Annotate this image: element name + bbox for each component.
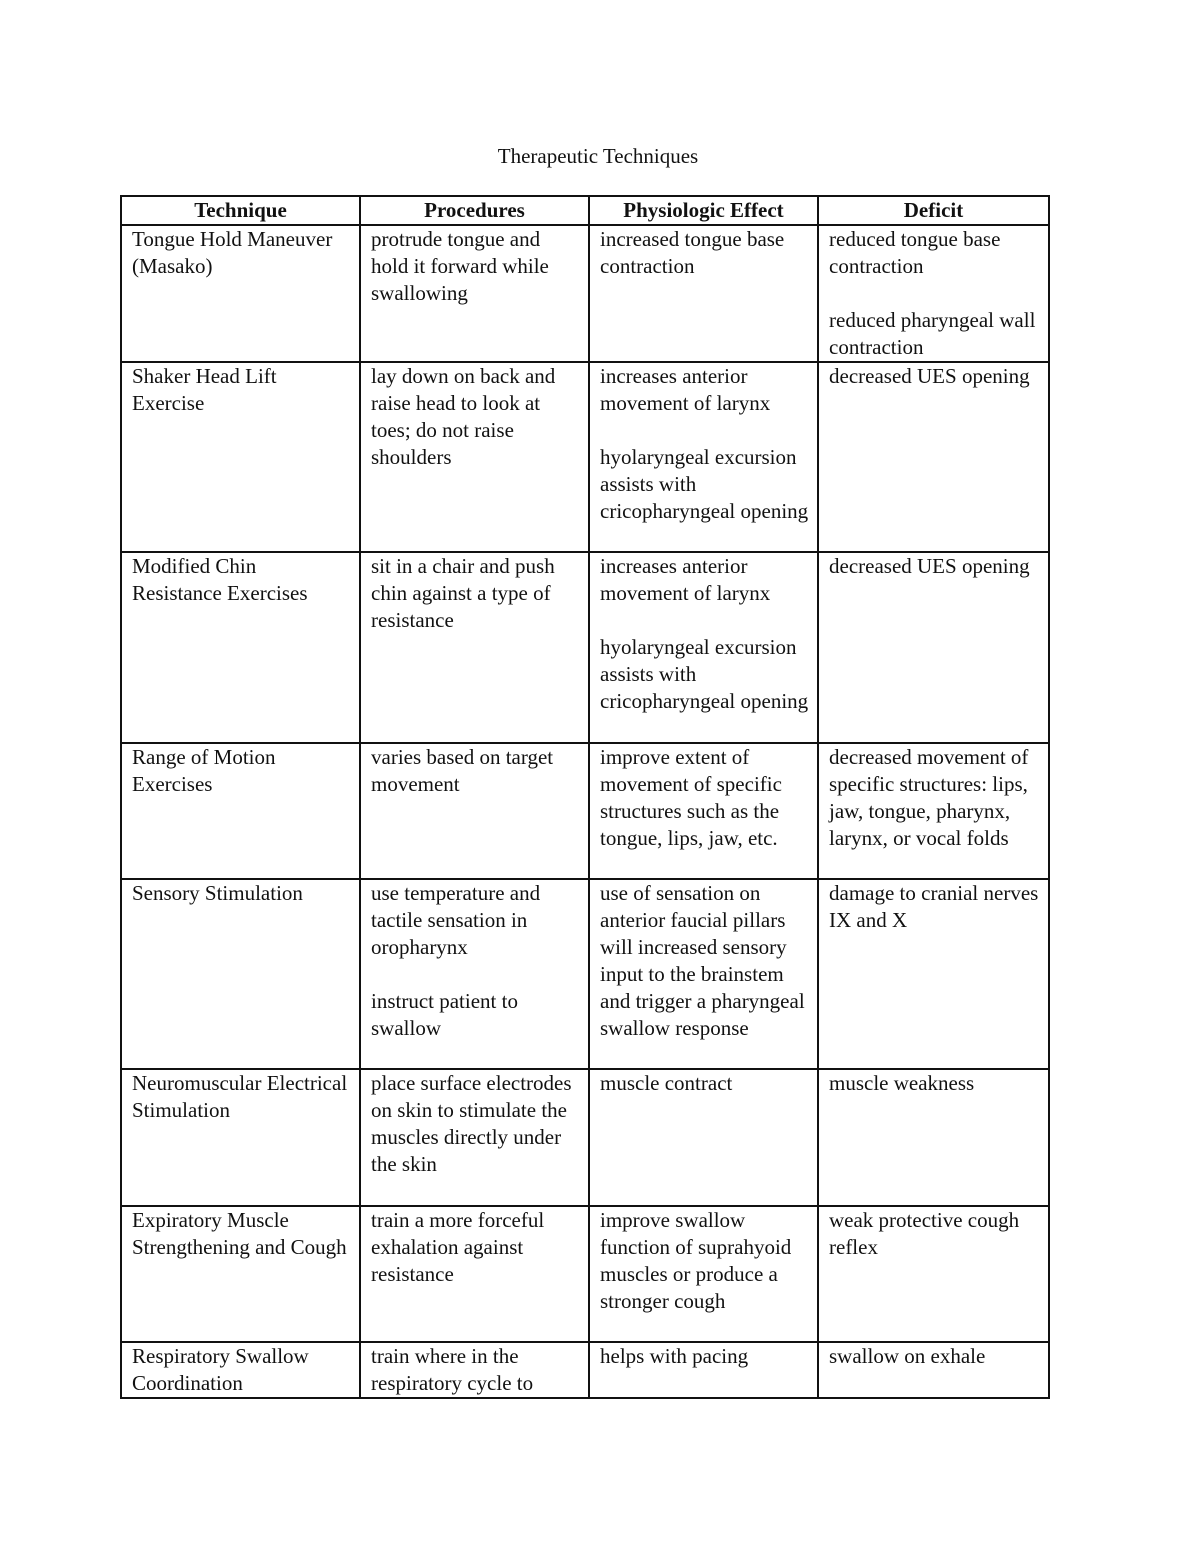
table-row — [121, 552, 1049, 743]
cell-deficit — [818, 225, 1049, 362]
deficit-text: swallow on exhale — [829, 1344, 986, 1368]
cell-effect — [589, 879, 818, 1069]
procedures-text: train where in the respiratory cycle to — [371, 1344, 534, 1395]
effect-text: hyolaryngeal excursion assists with cricopharyngeal opening — [600, 635, 809, 713]
effect-text: hyolaryngeal excursion assists with cricopharyngeal opening — [600, 445, 809, 523]
technique-text: Range of Motion Exercises — [132, 745, 276, 796]
technique-text: Expiratory Muscle Strengthening and Cough — [132, 1208, 347, 1259]
effect-text: improve swallow function of suprahyoid muscles or produce a stronger cough — [600, 1208, 792, 1313]
effect-text: increases anterior movement of larynx — [600, 554, 771, 605]
deficit-text: reduced tongue base contraction — [829, 227, 1001, 278]
effect-text: muscle contract — [600, 1071, 733, 1095]
cell-procedures — [360, 362, 589, 552]
technique-text: Modified Chin Resistance Exercises — [132, 554, 308, 605]
cell-technique — [121, 362, 360, 552]
cell-technique — [121, 1069, 360, 1206]
procedures-text: train a more forceful exhalation against resistance — [371, 1208, 545, 1286]
cell-effect — [589, 1206, 818, 1342]
procedures-text: sit in a chair and push chin against a type of resistance — [371, 554, 555, 632]
cell-deficit — [818, 879, 1049, 1069]
technique-text: Sensory Stimulation — [132, 881, 303, 905]
cell-technique — [121, 1342, 360, 1398]
procedures-text: place surface electrodes on skin to stimulate the muscles directly under the skin — [371, 1071, 572, 1176]
cell-deficit — [818, 1069, 1049, 1206]
effect-text: improve extent of movement of specific structures such as the tongue, lips, jaw, etc. — [600, 745, 782, 850]
cell-effect — [589, 1069, 818, 1206]
procedures-text: lay down on back and raise head to look at toes; do not raise shoulders — [371, 364, 556, 469]
table-row — [121, 1342, 1049, 1398]
header-procedures: Procedures — [360, 196, 589, 225]
cell-procedures — [360, 879, 589, 1069]
deficit-text: decreased UES opening — [829, 364, 1030, 388]
cell-procedures — [360, 1342, 589, 1398]
page-title: Therapeutic Techniques — [497, 144, 699, 168]
effect-text: increases anterior movement of larynx — [600, 364, 771, 415]
procedures-text: protrude tongue and hold it forward while swallowing — [371, 227, 549, 305]
header-technique: Technique — [121, 196, 360, 225]
cell-procedures — [360, 225, 589, 362]
cell-deficit — [818, 552, 1049, 743]
deficit-text: reduced pharyngeal wall contraction — [829, 308, 1036, 359]
header-deficit: Deficit — [818, 196, 1049, 225]
effect-text: helps with pacing — [600, 1344, 749, 1368]
cell-effect — [589, 362, 818, 552]
cell-deficit — [818, 362, 1049, 552]
table-row — [121, 743, 1049, 879]
table-row — [121, 225, 1049, 362]
deficit-text: muscle weakness — [829, 1071, 975, 1095]
technique-text: Tongue Hold Maneuver (Masako) — [132, 227, 333, 278]
technique-text: Shaker Head Lift Exercise — [132, 364, 277, 415]
cell-effect — [589, 1342, 818, 1398]
cell-technique — [121, 879, 360, 1069]
procedures-text: use temperature and tactile sensation in oropharynx — [371, 881, 541, 959]
cell-deficit — [818, 743, 1049, 879]
deficit-text: damage to cranial nerves IX and X — [829, 881, 1039, 932]
techniques-table — [120, 195, 1050, 1399]
cell-technique — [121, 1206, 360, 1342]
deficit-text: weak protective cough reflex — [829, 1208, 1020, 1259]
technique-text: Respiratory Swallow Coordination — [132, 1344, 309, 1395]
procedures-text: varies based on target movement — [371, 745, 554, 796]
cell-procedures — [360, 552, 589, 743]
cell-effect — [589, 552, 818, 743]
table-row — [121, 1206, 1049, 1342]
header-physiologic-effect: Physiologic Effect — [589, 196, 818, 225]
cell-procedures — [360, 1069, 589, 1206]
table-row — [121, 1069, 1049, 1206]
effect-text: increased tongue base contraction — [600, 227, 785, 278]
cell-deficit — [818, 1206, 1049, 1342]
cell-technique — [121, 743, 360, 879]
deficit-text: decreased movement of specific structures: lips, jaw, tongue, pharynx, larynx, or vocal folds — [829, 745, 1029, 850]
table-header-row — [121, 196, 1049, 225]
technique-text: Neuromuscular Electrical Stimulation — [132, 1071, 348, 1122]
effect-text: use of sensation on anterior faucial pillars will increased sensory input to the brainstem and trigger a pharyngeal swallow response — [600, 881, 805, 1040]
cell-technique — [121, 552, 360, 743]
cell-effect — [589, 225, 818, 362]
procedures-text: instruct patient to swallow — [371, 989, 518, 1040]
cell-effect — [589, 743, 818, 879]
cell-procedures — [360, 1206, 589, 1342]
cell-technique — [121, 225, 360, 362]
cell-deficit — [818, 1342, 1049, 1398]
deficit-text: decreased UES opening — [829, 554, 1030, 578]
cell-procedures — [360, 743, 589, 879]
table-row — [121, 362, 1049, 552]
table-row — [121, 879, 1049, 1069]
